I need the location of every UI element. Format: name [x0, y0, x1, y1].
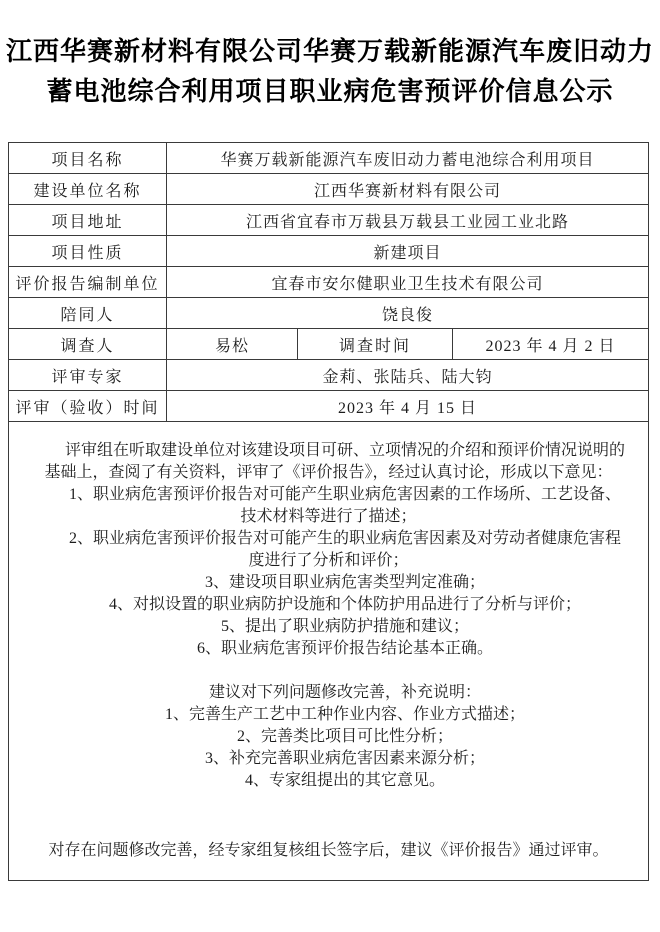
- row-label: 项目地址: [9, 205, 167, 236]
- review-line: 4、专家组提出的其它意见。: [245, 772, 446, 789]
- row-value: 易松: [167, 329, 298, 360]
- review-conclusion-line: 对存在问题修改完善，经专家组复核组长签字后，建议《评价报告》通过评审。: [48, 842, 609, 859]
- info-table: [8, 142, 649, 881]
- review-line: 建议对下列问题修改完善，补充说明：: [209, 684, 482, 701]
- row-label: 评审专家: [9, 360, 167, 391]
- review-blank-line: [11, 660, 646, 682]
- table-row-review-time: [9, 391, 649, 422]
- row-value: 新建项目: [167, 236, 649, 267]
- row-value-survey-date: 2023 年 4 月 2 日: [453, 329, 649, 360]
- page-title-line-2: 蓄电池综合利用项目职业病危害预评价信息公示: [46, 77, 614, 106]
- review-line: 3、补充完善职业病危害因素来源分析；: [205, 750, 486, 767]
- row-label: 评审（验收）时间: [9, 391, 167, 422]
- row-value: 华赛万载新能源汽车废旧动力蓄电池综合利用项目: [167, 143, 649, 174]
- row-value: 饶良俊: [167, 298, 649, 329]
- table-row-review-experts: [9, 360, 649, 391]
- table-row-project-name: [9, 143, 649, 174]
- review-line: 技术材料等进行了描述；: [240, 508, 417, 525]
- table-row-report-compiler: [9, 267, 649, 298]
- row-value: 江西华赛新材料有限公司: [167, 174, 649, 205]
- review-line: 2、职业病危害预评价报告对可能产生的职业病危害因素及对劳动者健康危害程: [69, 530, 622, 547]
- review-blank-line: [11, 814, 646, 836]
- row-value: 宜春市安尔健职业卫生技术有限公司: [167, 267, 649, 298]
- row-value: 金莉、张陆兵、陆大钧: [167, 360, 649, 391]
- review-line: 3、建设项目职业病危害类型判定准确；: [205, 574, 486, 591]
- review-line: 1、完善生产工艺中工种作业内容、作业方式描述；: [165, 706, 526, 723]
- row-label: 建设单位名称: [9, 174, 167, 205]
- table-row-project-address: [9, 205, 649, 236]
- review-line: 度进行了分析和评价；: [248, 552, 409, 569]
- row-label-survey-time: 调查时间: [298, 329, 453, 360]
- review-line: 6、职业病危害预评价报告结论基本正确。: [197, 640, 494, 657]
- review-line: 5、提出了职业病防护措施和建议；: [221, 618, 470, 635]
- row-value: 2023 年 4 月 15 日: [167, 391, 649, 422]
- row-label: 项目性质: [9, 236, 167, 267]
- review-line: 2、完善类比项目可比性分析；: [237, 728, 454, 745]
- table-row-accompanying-person: [9, 298, 649, 329]
- review-comments-cell: [9, 422, 649, 881]
- table-row-investigator: [9, 329, 649, 360]
- row-value: 江西省宜春市万载县万载县工业园工业北路: [167, 205, 649, 236]
- review-line: 4、对拟设置的职业病防护设施和个体防护用品进行了分析与评价；: [109, 596, 582, 613]
- table-row-construction-unit: [9, 174, 649, 205]
- row-label: 调查人: [9, 329, 167, 360]
- row-label: 项目名称: [9, 143, 167, 174]
- row-label: 陪同人: [9, 298, 167, 329]
- row-label: 评价报告编制单位: [9, 267, 167, 298]
- review-line: 评审组在听取建设单位对该建设项目可研、立项情况的介绍和预评价情况说明的: [65, 442, 626, 459]
- review-line: 1、职业病危害预评价报告对可能产生职业病危害因素的工作场所、工艺设备、: [69, 486, 622, 503]
- table-row-project-nature: [9, 236, 649, 267]
- review-blank-line: [11, 792, 646, 814]
- document-page: [0, 32, 660, 932]
- page-title: [0, 32, 660, 112]
- review-line: 基础上，查阅了有关资料，评审了《评价报告》，经过认真讨论，形成以下意见：: [44, 464, 613, 481]
- table-row-review-comments: [9, 422, 649, 881]
- page-title-line-1: 江西华赛新材料有限公司华赛万载新能源汽车废旧动力: [5, 37, 654, 66]
